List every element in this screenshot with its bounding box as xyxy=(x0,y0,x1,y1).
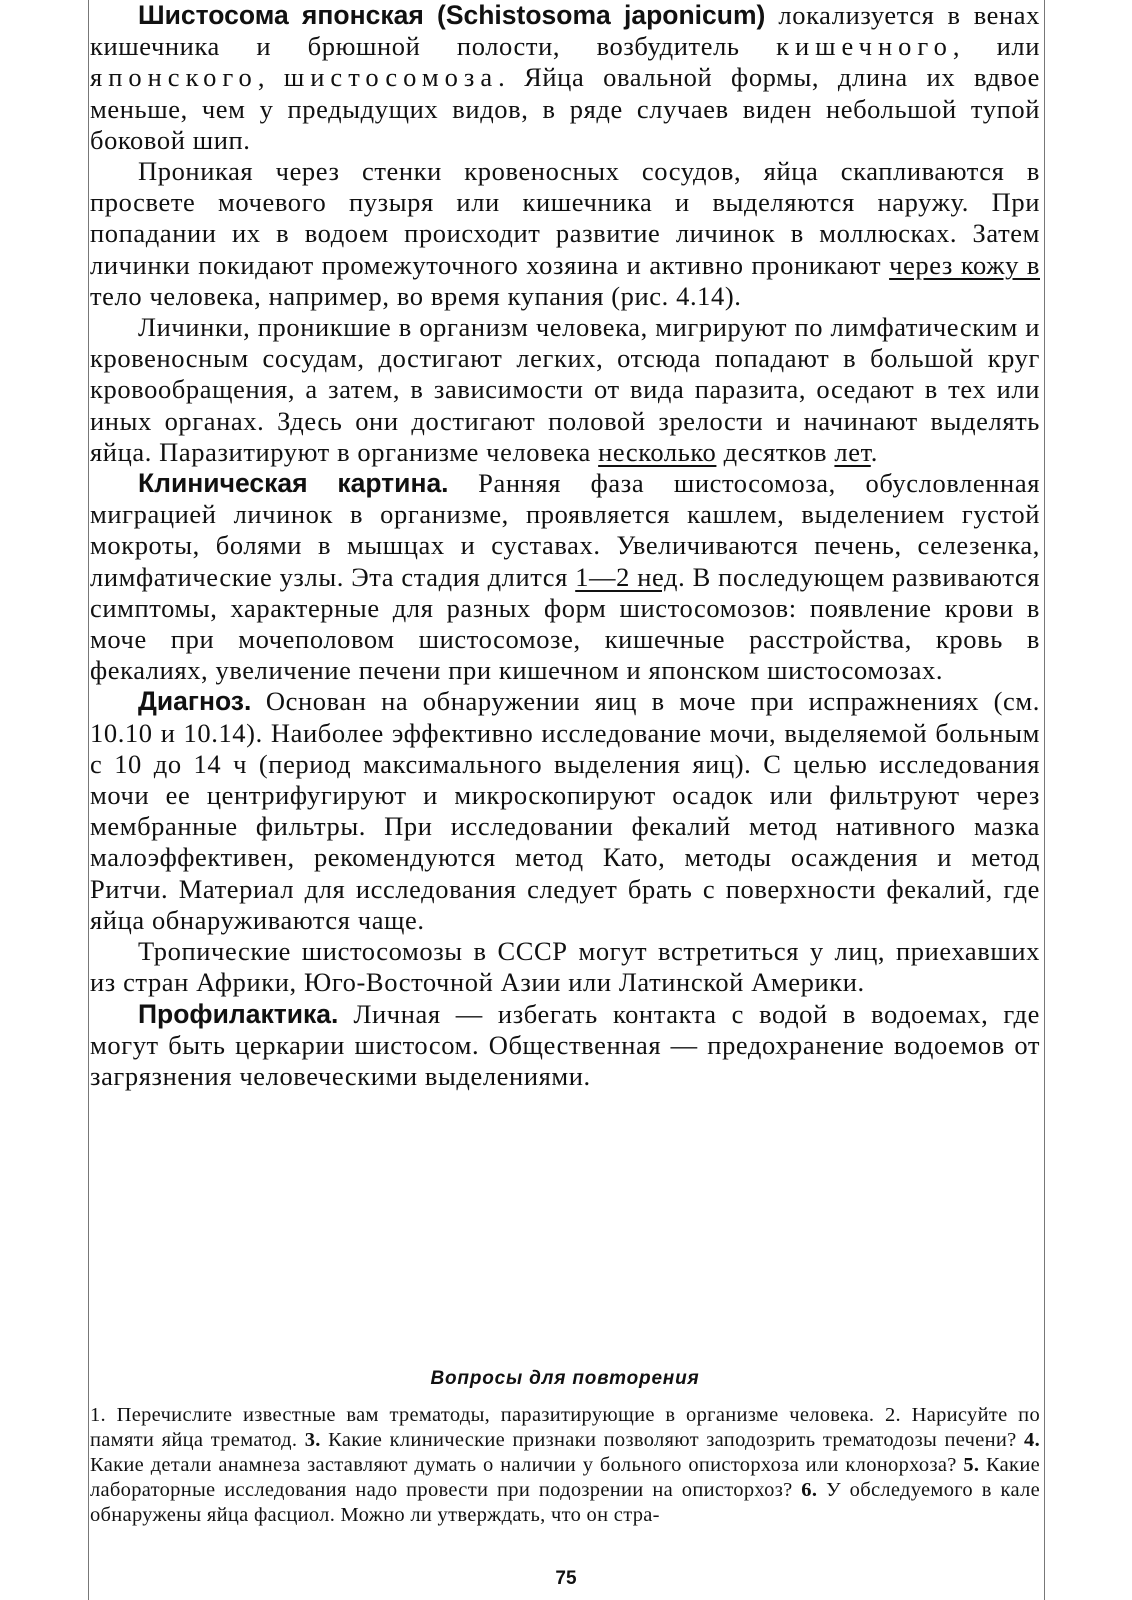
heading-diagnosis: Диагноз. xyxy=(138,686,252,717)
review-questions xyxy=(90,1403,1040,1528)
underlined-phrase: через кожу в xyxy=(889,249,1040,280)
paragraph-schistosoma-japonicum: Шистосома японская (Schistosoma japonicum) локализуется в венах кишечника и брюшной полости, возбудитель кишечного, или японского, шистосомоза. Яйца овальной формы, длина их вдвое меньше, чем у предыдущих видов, в ряде случаев виден небольшой тупой боковой шип. xyxy=(90,0,1041,155)
heading-clinical-picture: Клиническая картина. xyxy=(138,468,449,499)
paragraph-diagnosis: Диагноз. Основан на обнаружении яиц в моче при испражнениях (см. 10.10 и 10.14). Наиболее эффективно исследование мочи, выделяемой больным с 10 до 14 ч (период максимального выделения яиц). С целью исследования мочи ее центрифугируют и микроскопируют осадок или фильтруют через мембранные фильтры. При исследовании фекалий метод нативного мазка малоэффективен, рекомендуются метод Като, методы осаждения и метод Ритчи. Материал для исследования следует брать с поверхности фекалий, где яйца обнаруживаются чаще. xyxy=(90,686,1040,935)
paragraph-egg-penetration: Проникая через стенки кровеносных сосудов, яйца скапливаются в просвете мочевого пузыря или кишечника и выделяются наружу. При попадании их в водоем происходит развитие личинок в моллюсках. Затем личинки покидают промежуточного хозяина и активно проникают через кожу в тело человека, например, во время купания (рис. 4.14). xyxy=(90,156,1040,311)
page-right-edge xyxy=(1044,0,1045,1600)
underlined-phrase: 1—2 нед xyxy=(575,561,679,592)
page-number: 75 xyxy=(555,1568,577,1589)
paragraph-clinical-picture: Клиническая картина. Ранняя фаза шистосомоза, обусловленная миграцией личинок в организме, проявляется кашлем, выделением густой мокроты, болями в мышцах и суставах. Увеличиваются печень, селезенка, лимфатические узлы. Эта стадия длится 1—2 нед. В последующем развиваются симптомы, характерные для разных форм шистосомозов: появление крови в моче при мочеполовом шистосомозе, кишечные расстройства, кровь в фекалиях, увеличение печени при кишечном и японском шистосомозах. xyxy=(90,468,1041,686)
review-questions-title: Вопросы для повторения xyxy=(430,1368,700,1389)
review-questions-text: 1. Перечислите известные вам трематоды, паразитирующие в организме человека. 2. Нарисуйте по памяти яйца трематод. 3. Какие клинические признаки позволяют заподозрить трематодозы печени? 4. Какие детали анамнеза заставляют думать о наличии у больного описторхоза или клонорхоза? 5. Какие лабораторные исследования надо провести при подозрении на описторхоз? 6. У обследуемого в кале обнаружены яйца фасциол. Можно ли утверждать, что он стра- xyxy=(90,1404,1040,1526)
paragraph-prevention: Профилактика. Личная — избегать контакта с водой в водоемах, где могут быть церкарии шистосом. Общественная — предохранение водоемов от загрязнения человеческими выделениями. xyxy=(90,998,1040,1091)
underlined-phrase: лет xyxy=(834,436,871,467)
heading-prevention: Профилактика. xyxy=(138,998,339,1029)
paragraph-larvae-migration: Личинки, проникшие в организм человека, мигрируют по лимфатическим и кровеносным сосудам, достигают легких, отсюда попадают в большой круг кровообращения, а затем, в зависимости от вида паразита, оседают в тех или иных органах. Здесь они достигают половой зрелости и начинают выделять яйца. Паразитируют в организме человека несколько десятков лет. xyxy=(90,312,1040,467)
underlined-phrase: несколько xyxy=(598,436,717,467)
heading-schistosoma-japonicum: Шистосома японская (Schistosoma japonicum) xyxy=(138,0,766,30)
page-left-edge xyxy=(88,0,89,1600)
paragraph-tropical-schistosomiasis: Тропические шистосомозы в СССР могут встретиться у лиц, приехавших из стран Африки, Юго-Восточной Азии или Латинской Америки. xyxy=(90,936,1040,998)
body-text xyxy=(90,0,1040,1092)
